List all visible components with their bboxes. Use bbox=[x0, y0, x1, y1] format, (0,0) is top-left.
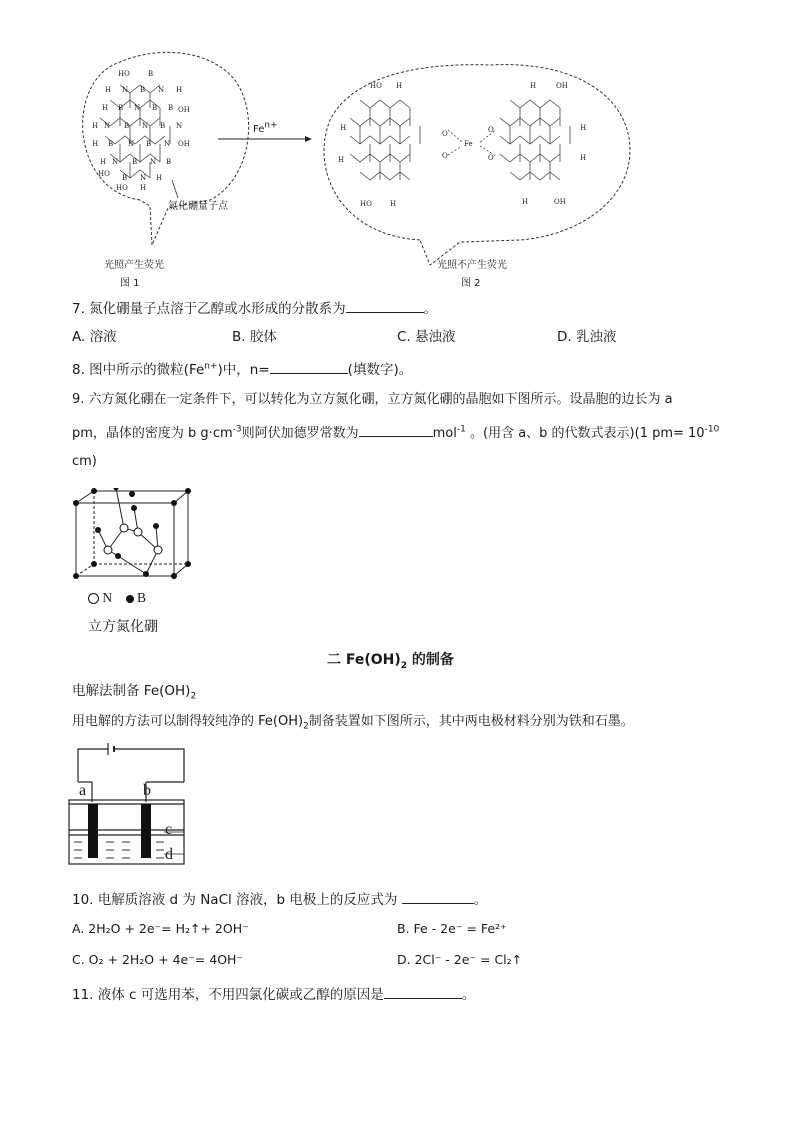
svg-text:N: N bbox=[112, 158, 119, 166]
svg-text:N: N bbox=[142, 122, 149, 130]
section-title-b: 的制备 bbox=[407, 652, 454, 668]
q11-end: 。 bbox=[461, 987, 476, 1003]
svg-text:Fe: Fe bbox=[464, 140, 473, 148]
fig1-caption: 光照产生荧光 bbox=[104, 260, 164, 271]
svg-text:H: H bbox=[156, 174, 163, 182]
q7-stem bbox=[72, 298, 437, 318]
svg-text:OH: OH bbox=[178, 140, 190, 148]
svg-text:B: B bbox=[132, 158, 138, 166]
q10-option-d[interactable]: D. 2Cl⁻ - 2e⁻ = Cl₂↑ bbox=[397, 952, 523, 967]
svg-text:B: B bbox=[108, 140, 114, 148]
liquid-c-label: c bbox=[165, 821, 173, 838]
svg-text:B: B bbox=[160, 122, 166, 130]
svg-text:HO: HO bbox=[116, 184, 128, 192]
svg-text:B: B bbox=[166, 158, 172, 166]
crystal-legend bbox=[88, 589, 146, 607]
q8-suffix: (填数字)。 bbox=[347, 362, 413, 378]
cubic-bn-unit-cell bbox=[68, 488, 198, 583]
svg-text:HO: HO bbox=[370, 82, 382, 90]
section-title bbox=[327, 651, 454, 669]
boron-marker-icon bbox=[126, 595, 134, 603]
fig1-label: 图 1 bbox=[120, 278, 140, 289]
svg-text:B: B bbox=[152, 104, 158, 112]
q8-sup: n+ bbox=[204, 361, 218, 372]
electro-desc-a: 用电解的方法可以制得较纯净的 Fe(OH) bbox=[72, 714, 304, 729]
svg-text:OH: OH bbox=[178, 106, 190, 114]
electro-heading-sub: 2 bbox=[190, 691, 197, 702]
electro-heading bbox=[72, 682, 196, 700]
svg-text:N: N bbox=[104, 122, 111, 130]
svg-text:B: B bbox=[148, 70, 154, 78]
electro-desc-b: 制备装置如下图所示，其中两电极材料分别为铁和石墨。 bbox=[308, 714, 634, 729]
fig1-callout: 氮化硼量子点 bbox=[168, 201, 228, 212]
svg-text:H: H bbox=[105, 86, 112, 94]
svg-text:B: B bbox=[146, 140, 152, 148]
q7-option-c[interactable]: C. 悬浊液 bbox=[397, 329, 456, 345]
svg-text:H: H bbox=[100, 158, 107, 166]
svg-text:O: O bbox=[488, 154, 494, 162]
q8-stem bbox=[72, 359, 412, 379]
svg-text:H: H bbox=[92, 122, 99, 130]
q9-answer-blank[interactable] bbox=[359, 422, 433, 437]
fig2-caption: 光照不产生荧光 bbox=[437, 260, 507, 271]
svg-text:H: H bbox=[92, 140, 99, 148]
q8-answer-blank[interactable] bbox=[270, 359, 348, 374]
svg-text:H: H bbox=[102, 104, 109, 112]
electro-heading-a: 电解法制备 Fe(OH) bbox=[72, 683, 191, 699]
q10-answer-blank[interactable] bbox=[402, 889, 474, 904]
electrode-b-label: b bbox=[143, 782, 151, 799]
svg-text:B: B bbox=[168, 104, 174, 112]
solution-d-label: d bbox=[165, 846, 173, 863]
unit-cell-drawing bbox=[68, 488, 198, 583]
q8-middle: )中，n= bbox=[217, 362, 270, 378]
q11-text: 11. 液体 c 可选用苯，不用四氯化碳或乙醇的原因是 bbox=[72, 987, 384, 1003]
svg-text:N: N bbox=[140, 174, 147, 182]
svg-text:HO: HO bbox=[118, 70, 130, 78]
svg-text:H: H bbox=[390, 200, 397, 208]
q11-stem bbox=[72, 984, 475, 1004]
q9-sup3: -10 bbox=[704, 424, 720, 435]
q10-option-b[interactable]: B. Fe - 2e⁻ = Fe²⁺ bbox=[397, 921, 507, 936]
svg-text:N: N bbox=[158, 86, 165, 94]
electrolysis-drawing bbox=[64, 742, 194, 870]
q7-option-d[interactable]: D. 乳浊液 bbox=[557, 329, 617, 345]
q9-line2-d: 。(用含 a、b 的代数式表示)(1 pm= 10 bbox=[465, 426, 705, 441]
svg-text:OH: OH bbox=[556, 82, 568, 90]
svg-text:B: B bbox=[124, 122, 130, 130]
legend-b: B bbox=[137, 590, 147, 605]
svg-text:H: H bbox=[338, 156, 345, 164]
svg-text:N: N bbox=[164, 140, 171, 148]
arrow-label-text: Fe bbox=[253, 124, 265, 135]
electro-desc bbox=[72, 713, 634, 731]
q10-end: 。 bbox=[473, 892, 488, 908]
svg-text:B: B bbox=[122, 174, 128, 182]
nitrogen-marker-icon bbox=[88, 593, 99, 604]
svg-text:HO: HO bbox=[360, 200, 372, 208]
svg-text:H: H bbox=[340, 124, 347, 132]
electrode-a-label: a bbox=[79, 782, 87, 799]
svg-text:B: B bbox=[140, 86, 146, 94]
svg-text:N: N bbox=[176, 122, 183, 130]
q10-stem bbox=[72, 889, 487, 909]
svg-text:H: H bbox=[580, 124, 587, 132]
electro-desc-sub: 2 bbox=[303, 721, 309, 732]
svg-text:O: O bbox=[442, 130, 448, 138]
section-title-a: 二 Fe(OH) bbox=[327, 652, 401, 668]
svg-text:HO: HO bbox=[98, 170, 110, 178]
svg-text:H: H bbox=[530, 82, 537, 90]
section-title-sub: 2 bbox=[400, 660, 408, 671]
svg-text:O: O bbox=[488, 126, 494, 134]
q7-answer-blank[interactable] bbox=[346, 298, 424, 313]
bn-quantum-dot-figure bbox=[60, 40, 740, 290]
q10-option-a[interactable]: A. 2H₂O + 2e⁻= H₂↑+ 2OH⁻ bbox=[72, 921, 249, 936]
legend-n: N bbox=[102, 590, 113, 605]
q9-sup1: -3 bbox=[232, 424, 242, 435]
svg-text:H: H bbox=[140, 184, 147, 192]
svg-text:H: H bbox=[396, 82, 403, 90]
q9-line2 bbox=[72, 422, 719, 443]
svg-text:N: N bbox=[122, 86, 129, 94]
q7-option-b[interactable]: B. 胶体 bbox=[232, 329, 277, 345]
bn-structures-drawing bbox=[60, 40, 740, 290]
q9-sup2: -1 bbox=[456, 424, 466, 435]
svg-text:B: B bbox=[118, 104, 124, 112]
q10-option-c[interactable]: C. O₂ + 2H₂O + 4e⁻= 4OH⁻ bbox=[72, 952, 244, 967]
q9-line1: 9. 六方氮化硼在一定条件下，可以转化为立方氮化硼，立方氮化硼的晶胞如下图所示。设晶胞的边长为 a bbox=[72, 392, 673, 407]
svg-text:O: O bbox=[442, 152, 448, 160]
arrow-label-sup: n+ bbox=[264, 120, 278, 131]
svg-text:H: H bbox=[580, 154, 587, 162]
q7-end: 。 bbox=[423, 301, 438, 317]
electrolysis-apparatus bbox=[64, 742, 194, 870]
svg-text:H: H bbox=[176, 86, 183, 94]
q9-line2-b: 则阿伏加德罗常数为 bbox=[241, 426, 359, 441]
q7-option-a[interactable]: A. 溶液 bbox=[72, 329, 117, 345]
q9-line2-a: pm，晶体的密度为 b g·cm bbox=[72, 426, 233, 441]
q9-line2-c: mol bbox=[432, 426, 457, 441]
svg-text:N: N bbox=[134, 104, 141, 112]
q10-text: 10. 电解质溶液 d 为 NaCl 溶液，b 电极上的反应式为 bbox=[72, 892, 398, 908]
svg-text:N: N bbox=[150, 158, 157, 166]
svg-text:N: N bbox=[128, 140, 135, 148]
q8-prefix: 8. 图中所示的微粒(Fe bbox=[72, 362, 205, 378]
q7-text: 7. 氮化硼量子点溶于乙醇或水形成的分散系为 bbox=[72, 301, 346, 317]
arrow-label bbox=[253, 121, 278, 139]
fig2-label: 图 2 bbox=[461, 278, 481, 289]
q9-line3: cm) bbox=[72, 454, 97, 469]
svg-text:H: H bbox=[522, 198, 529, 206]
q11-answer-blank[interactable] bbox=[384, 984, 462, 999]
crystal-caption: 立方氮化硼 bbox=[88, 619, 158, 635]
svg-text:OH: OH bbox=[554, 198, 566, 206]
